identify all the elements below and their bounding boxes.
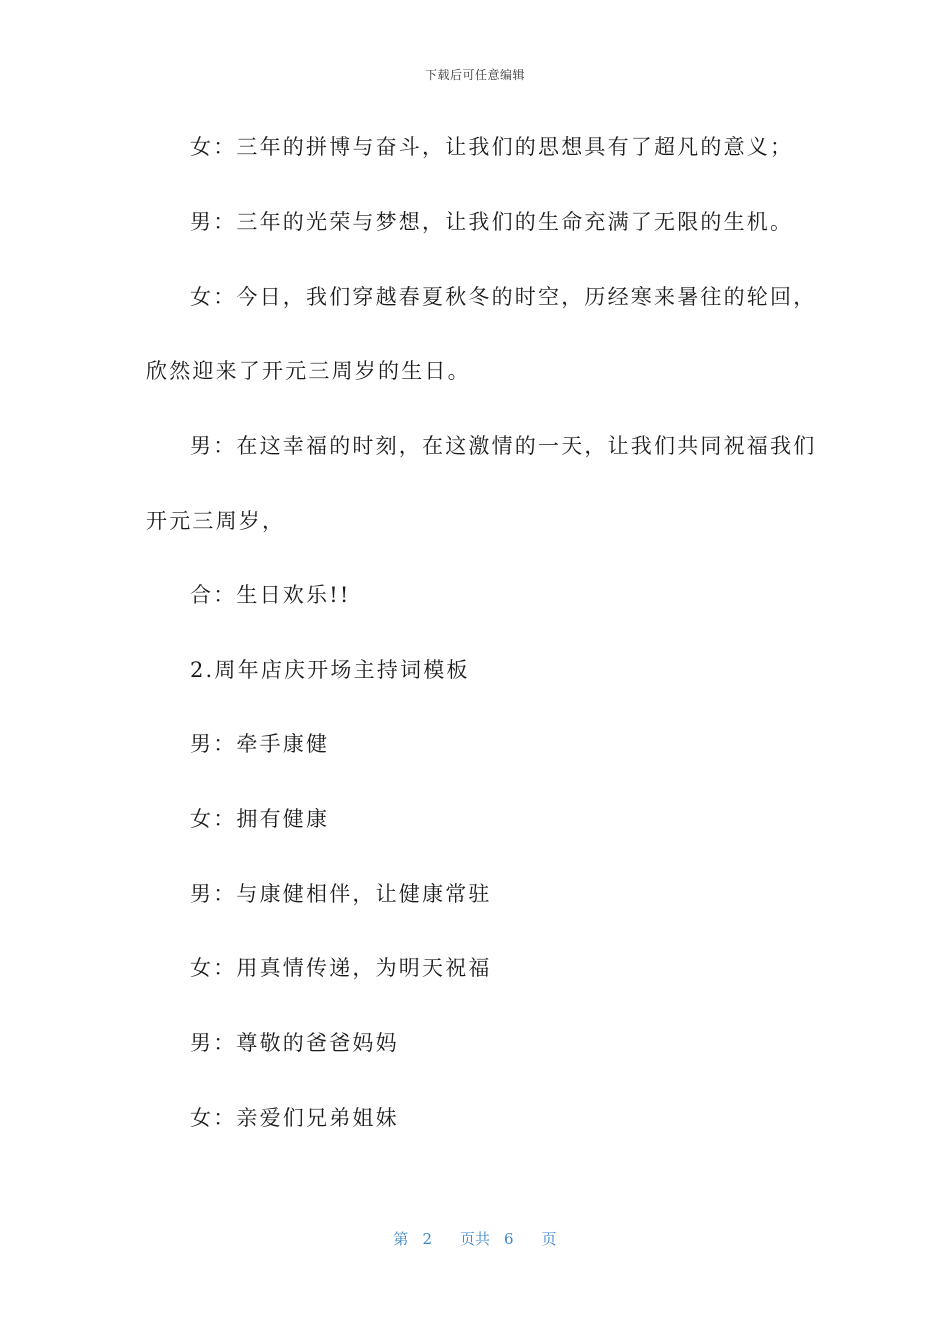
footer-suffix: 页 xyxy=(541,1230,557,1248)
footer-page-number: 2 xyxy=(422,1230,432,1248)
footer-prefix: 第 xyxy=(393,1230,409,1248)
footer-total-pages: 6 xyxy=(504,1230,514,1248)
footer-middle: 页共 xyxy=(459,1230,490,1248)
paragraph-line: 女：用真情传递，为明天祝福 xyxy=(190,956,492,980)
section-heading: 2.周年店庆开场主持词模板 xyxy=(190,658,470,682)
paragraph-line: 合：生日欢乐!! xyxy=(190,583,351,607)
paragraph-line: 欣然迎来了开元三周岁的生日。 xyxy=(146,359,471,383)
paragraph-line: 男：在这幸福的时刻，在这激情的一天，让我们共同祝福我们 xyxy=(190,434,817,458)
page-header: 下载后可任意编辑 xyxy=(424,68,525,82)
paragraph-line: 男：牵手康健 xyxy=(190,732,330,756)
paragraph-line: 女：拥有健康 xyxy=(190,807,330,831)
paragraph-line: 女：今日，我们穿越春夏秋冬的时空，历经寒来暑往的轮回， xyxy=(190,285,817,309)
paragraph-line: 开元三周岁， xyxy=(146,509,286,533)
paragraph-line: 女：亲爱们兄弟姐妹 xyxy=(190,1106,399,1130)
paragraph-line: 男：与康健相伴，让健康常驻 xyxy=(190,882,492,906)
paragraph-line: 男：尊敬的爸爸妈妈 xyxy=(190,1031,399,1055)
paragraph-line: 女：三年的拼博与奋斗，让我们的思想具有了超凡的意义； xyxy=(190,135,794,159)
paragraph-line: 男：三年的光荣与梦想，让我们的生命充满了无限的生机。 xyxy=(190,210,794,234)
page-footer xyxy=(0,1228,950,1249)
